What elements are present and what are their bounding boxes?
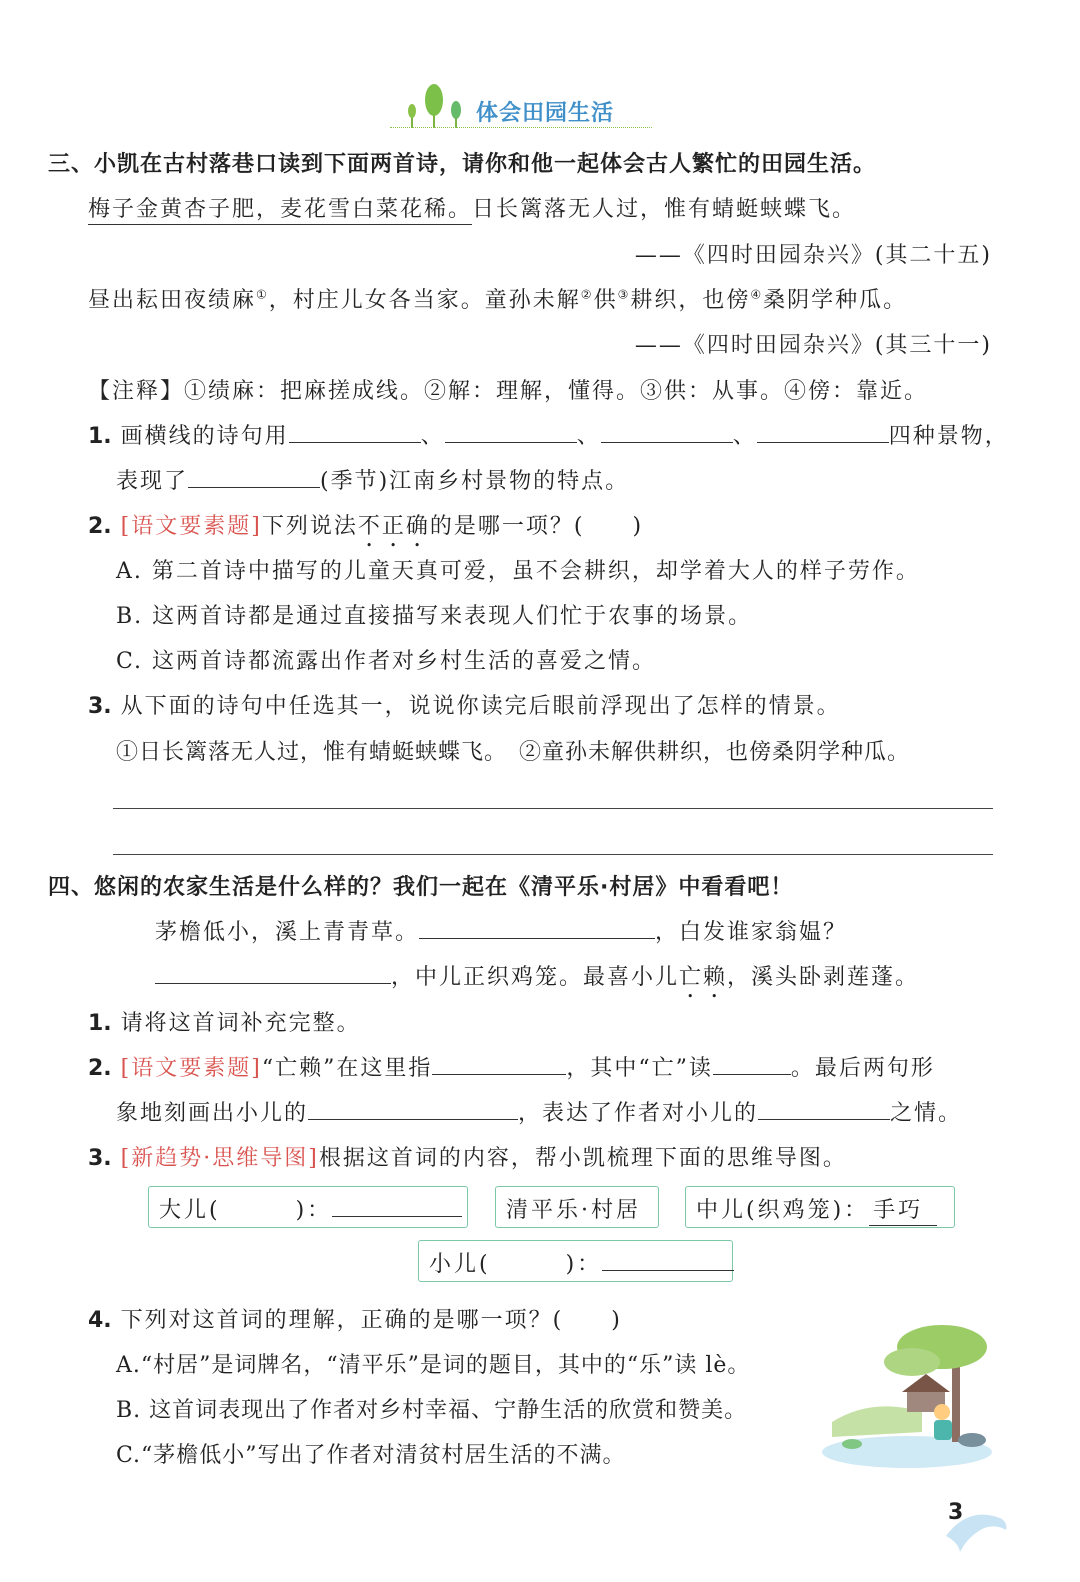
- tag-yuwen: [语文要素题]: [120, 514, 262, 539]
- s3-q3-choices: ①日长篱落无人过，惟有蜻蜓蛱蝶飞。 ②童孙未解供耕织，也傍桑阴学种瓜。: [116, 740, 911, 765]
- answer-blank[interactable]: [445, 422, 577, 443]
- mindmap-bottom: 小儿( )：: [418, 1240, 733, 1282]
- page-number: 3: [948, 1500, 964, 1525]
- answer-blank[interactable]: [601, 422, 733, 443]
- answer-blank[interactable]: [332, 1198, 462, 1217]
- poem1-rest: 日长篱落无人过，惟有蜻蜓蛱蝶飞。: [472, 197, 857, 222]
- mindmap-center: 清平乐·村居: [495, 1186, 659, 1228]
- child-by-stream-illustration: [812, 1312, 992, 1472]
- tree-icon: [400, 78, 470, 130]
- option-b[interactable]: B. 这首词表现出了作者对乡村幸福、宁静生活的欣赏和赞美。: [116, 1398, 748, 1423]
- option-c[interactable]: C. 这两首诗都流露出作者对乡村生活的喜爱之情。: [116, 649, 657, 674]
- answer-blank[interactable]: [419, 918, 655, 939]
- option-c[interactable]: C.“茅檐低小”写出了作者对清贫村居生活的不满。: [116, 1443, 626, 1468]
- answer-blank[interactable]: [713, 1054, 791, 1075]
- section4-title: 四、悠闲的农家生活是什么样的？我们一起在《清平乐·村居》中看看吧！: [48, 875, 794, 900]
- mindmap-left: 大儿( )：: [148, 1186, 468, 1228]
- poem2-source: ——《四时田园杂兴》(其三十一): [634, 333, 992, 358]
- answer-blank[interactable]: [308, 1099, 518, 1120]
- answer-blank[interactable]: [432, 1054, 566, 1075]
- poem1-line: [88, 192, 856, 223]
- answer-blank[interactable]: [289, 422, 421, 443]
- header-title: 体会田园生活: [476, 101, 615, 126]
- answer-blank[interactable]: [602, 1252, 734, 1271]
- s4-q2: 2. [语文要素题]“亡赖”在这里指 ，其中“亡”读 。最后两句形: [88, 1056, 935, 1081]
- s4-q1: 1. 请将这首词补充完整。: [88, 1011, 361, 1036]
- section3-title: 三、小凯在古村落巷口读到下面两首诗，请你和他一起体会古人繁忙的田园生活。: [48, 152, 877, 177]
- answer-line[interactable]: [113, 854, 993, 855]
- answer-line[interactable]: [113, 808, 993, 809]
- poem1-underlined: 梅子金黄杏子肥，麦花雪白菜花稀。: [88, 197, 472, 225]
- poem2-line: 昼出耘田夜绩麻①，村庄儿女各当家。童孙未解②供③耕织，也傍④桑阴学种瓜。: [88, 287, 908, 313]
- mindmap-right: 中儿(织鸡笼)： 手巧: [685, 1186, 955, 1228]
- tag-yuwen: [语文要素题]: [120, 1056, 262, 1081]
- answer-blank[interactable]: [757, 422, 889, 443]
- option-b[interactable]: B. 这两首诗都是通过直接描写来表现人们忙于农事的场景。: [116, 604, 753, 629]
- poem1-source: ——《四时田园杂兴》(其二十五): [634, 243, 992, 268]
- s4-q2-line2: 象地刻画出小儿的 ，表达了作者对小儿的 之情。: [116, 1101, 963, 1126]
- option-a[interactable]: A. 第二首诗中描写的儿童天真可爱，虽不会耕织，却学着大人的样子劳作。: [116, 559, 920, 584]
- s4-q4: 4. 下列对这首词的理解，正确的是哪一项？( ): [88, 1308, 622, 1333]
- answer-blank[interactable]: [188, 467, 320, 488]
- s3-q1: 1. 画横线的诗句用 、 、 、 四种景物，: [88, 424, 1009, 449]
- s3-q1-line2: 表现了 (季节)江南乡村景物的特点。: [116, 469, 630, 494]
- answer-blank[interactable]: [155, 963, 391, 984]
- s4-poem-line1: 茅檐低小，溪上青青草。 ，白发谁家翁媪？: [155, 920, 848, 945]
- mindmap-right-answer: 手巧: [869, 1198, 937, 1226]
- s3-q2: 2. [语文要素题]下列说法不正确的是哪一项？( ): [88, 514, 644, 539]
- header-underline: [390, 127, 652, 128]
- notes: 【注释】①绩麻：把麻搓成线。②解：理解，懂得。③供：从事。④傍：靠近。: [88, 379, 929, 404]
- option-a[interactable]: A.“村居”是词牌名，“清平乐”是词的题目，其中的“乐”读 lè。: [116, 1353, 751, 1378]
- tag-trend: [新趋势·思维导图]: [120, 1146, 319, 1171]
- answer-blank[interactable]: [758, 1099, 890, 1120]
- s4-poem-line2: ，中儿正织鸡笼。最喜小儿亡赖，溪头卧剥莲蓬。: [155, 960, 919, 1003]
- s3-q3: 3. 从下面的诗句中任选其一，说说你读完后眼前浮现出了怎样的情景。: [88, 694, 841, 719]
- s4-q3: 3. [新趋势·思维导图]根据这首词的内容，帮小凯梳理下面的思维导图。: [88, 1146, 847, 1171]
